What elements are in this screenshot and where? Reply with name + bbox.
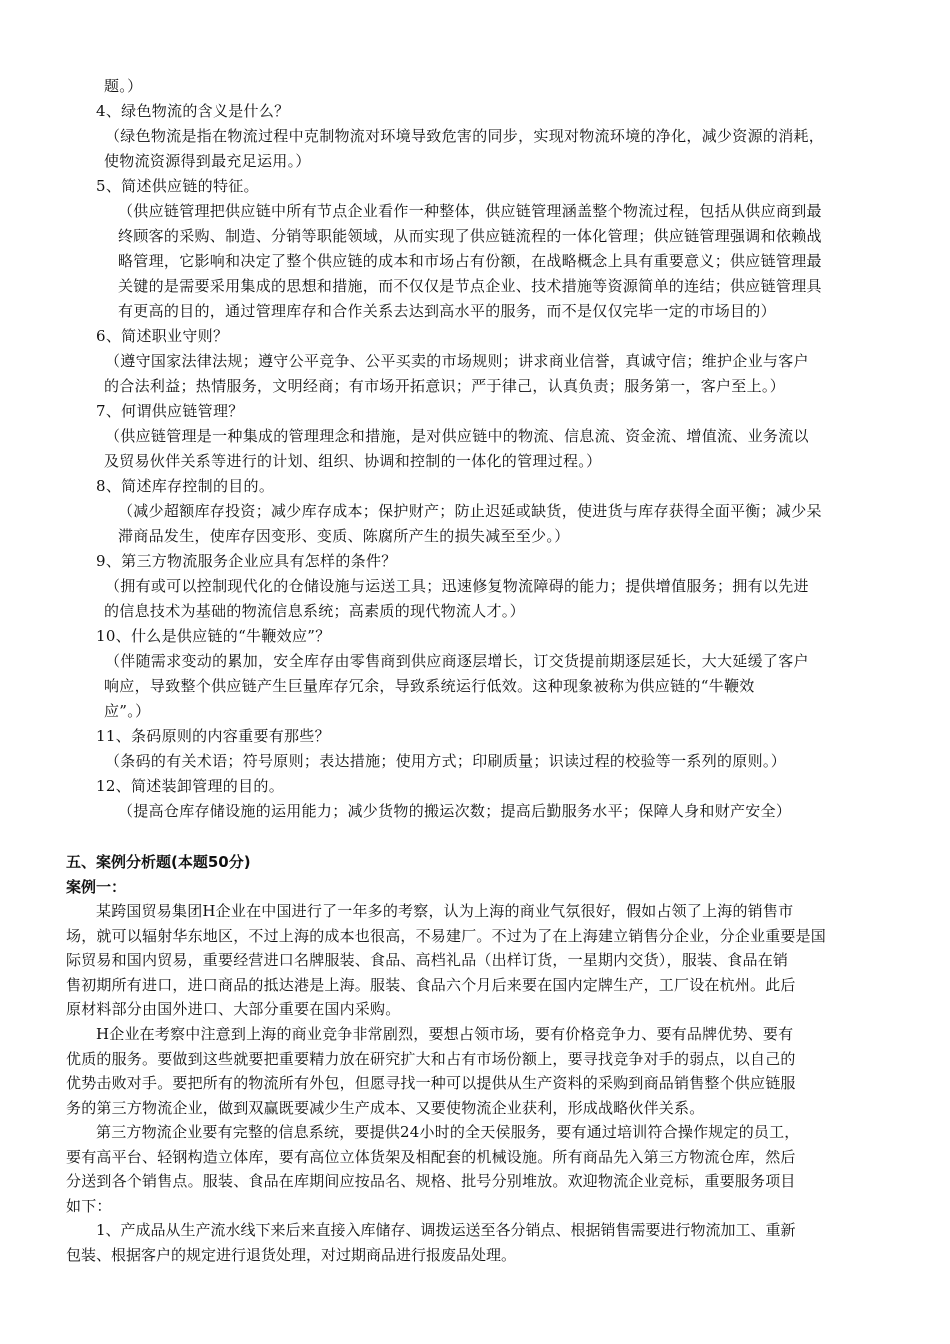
case-paragraph	[66, 1120, 884, 1218]
answer-line: 终顾客的采购、制造、分销等职能领域，从而实现了供应链流程的一体化管理；供应链管理强调和依赖战	[118, 227, 822, 245]
service-item-line: 1、产成品从生产流水线下来后来直接入库储存、调拨运送至各分销点、根据销售需要进行物流加工、重新	[96, 1221, 796, 1239]
paragraph-line: 第三方物流企业要有完整的信息系统，要提供24小时的全天侯服务，要有通过培训符合操作规定的员工，	[96, 1123, 800, 1141]
answer-line: 使物流资源得到最充足运用。）	[104, 152, 311, 170]
paragraph-line: 务的第三方物流企业，做到双赢既要减少生产成本、又要使物流企业获利，形成战略伙伴关系。	[66, 1098, 705, 1117]
service-item-line: 包装、根据客户的规定进行退货处理，对过期商品进行报废品处理。	[66, 1245, 517, 1264]
question-8: 8、简述库存控制的目的。	[96, 477, 275, 495]
answer-line: （供应链管理是一种集成的管理理念和措施，是对供应链中的物流、信息流、资金流、增值流、业务流以	[105, 427, 809, 445]
paragraph-line: 要有高平台、轻钢构造立体库，要有高位立体货架及相配套的机械设施。所有商品先入第三方物流仓库，然后	[66, 1147, 796, 1166]
answer-line: 有更高的目的，通过管理库存和合作关系去达到高水平的服务，而不是仅仅完毕一定的市场目的）	[118, 302, 776, 320]
answer-line: （提高仓库存储设施的运用能力；减少货物的搬运次数；提高后勤服务水平；保障人身和财产安全）	[118, 802, 792, 820]
question-4: 4、绿色物流的含义是什么？	[96, 102, 290, 120]
answer-line: （绿色物流是指在物流过程中克制物流对环境导致危害的同步，实现对物流环境的净化，减少资源的消耗，	[105, 127, 825, 145]
answer-line: 应”。）	[104, 702, 151, 720]
paragraph-line: 如下：	[66, 1196, 112, 1215]
section-title: 五、案例分析题(本题50分)	[66, 853, 251, 871]
paragraph-line: H企业在考察中注意到上海的商业竞争非常剧烈，要想占领市场，要有价格竞争力、要有品牌优势、要有	[96, 1025, 794, 1043]
answer-line: 滞商品发生，使库存因变形、变质、陈腐所产生的损失减至至少。）	[118, 527, 570, 545]
case-title: 案例一：	[66, 878, 127, 896]
answer-line: （拥有或可以控制现代化的仓储设施与运送工具；迅速修复物流障碍的能力；提供增值服务；拥有以先进	[105, 577, 809, 595]
paragraph-line: 场，就可以辐射华东地区，不过上海的成本也很高，不易建厂。不过为了在上海建立销售分企业，分企业重要是国	[66, 926, 827, 945]
answer-line: 及贸易伙伴关系等进行的计划、组织、协调和控制的一体化的管理过程。）	[104, 452, 602, 470]
case-paragraph	[66, 899, 884, 1022]
answer-line: （遵守国家法律法规；遵守公平竞争、公平买卖的市场规则；讲求商业信誉，真诚守信；维护企业与客户	[105, 352, 809, 370]
question-6: 6、简述职业守则？	[96, 327, 229, 345]
question-11: 11、条码原则的内容重要有那些？	[96, 727, 330, 745]
paragraph-line: 优质的服务。要做到这些就要把重要精力放在研究扩大和占有市场份额上，要寻找竞争对手的弱点，以自己的	[66, 1049, 796, 1068]
question-10: 10、什么是供应链的“牛鞭效应”？	[96, 627, 331, 645]
paragraph-line: 优势击败对手。要把所有的物流所有外包，但愿寻找一种可以提供从生产资料的采购到商品销售整个供应链服	[66, 1074, 796, 1092]
answer-line: 的信息技术为基础的物流信息系统；高素质的现代物流人才。）	[104, 602, 525, 620]
answer-line: 响应，导致整个供应链产生巨量库存冗余，导致系统运行低效。这种现象被称为供应链的“牛鞭效	[104, 677, 755, 695]
question-12: 12、简述装卸管理的目的。	[96, 777, 284, 795]
answer-line: 略管理，它影响和决定了整个供应链的成本和市场占有份额，在战略概念上具有重要意义；供应链管理最	[118, 252, 822, 270]
question-9: 9、第三方物流服务企业应具有怎样的条件？	[96, 552, 397, 570]
paragraph-line: 分送到各个销售点。服装、食品在库期间应按品名、规格、批号分别堆放。欢迎物流企业竞标，重要服务项目	[66, 1172, 796, 1190]
case-paragraph	[66, 1022, 884, 1120]
answer-line: （伴随需求变动的累加，安全库存由零售商到供应商逐层增长，订交货提前期逐层延长，大大延缓了客户	[105, 652, 809, 670]
answer-line: 题。）	[104, 77, 143, 95]
answer-line: （减少超额库存投资；减少库存成本；保护财产；防止迟延或缺货，使进货与库存获得全面平衡；减少呆	[118, 502, 822, 520]
answer-line: （供应链管理把供应链中所有节点企业看作一种整体，供应链管理涵盖整个物流过程，包括从供应商到最	[118, 202, 822, 220]
paragraph-line: 某跨国贸易集团H企业在中国进行了一年多的考察，认为上海的商业气氛很好，假如占领了上海的销售市	[96, 902, 794, 920]
question-7: 7、何谓供应链管理？	[96, 402, 244, 420]
service-item	[66, 1218, 884, 1267]
answer-line: 关键的是需要采用集成的思想和措施，而不仅仅是节点企业、技术措施等资源简单的连结；供应链管理具	[118, 277, 822, 295]
paragraph-line: 原材料部分由国外进口、大部分重要在国内采购。	[66, 1000, 401, 1018]
answer-line: （条码的有关术语；符号原则；表达措施；使用方式；印刷质量；识读过程的校验等一系列的原则。）	[105, 752, 787, 770]
paragraph-line: 售初期所有进口，进口商品的抵达港是上海。服装、食品六个月后来要在国内定牌生产，工厂设在杭州。此后	[66, 975, 796, 994]
answer-line: 的合法利益；热情服务，文明经商；有市场开拓意识；严于律己，认真负责；服务第一，客户至上。）	[104, 377, 786, 395]
question-5: 5、简述供应链的特征。	[96, 177, 259, 195]
paragraph-line: 际贸易和国内贸易，重要经营进口名牌服装、食品、高档礼品（出样订货，一星期内交货），服装、食品在销	[66, 951, 789, 969]
